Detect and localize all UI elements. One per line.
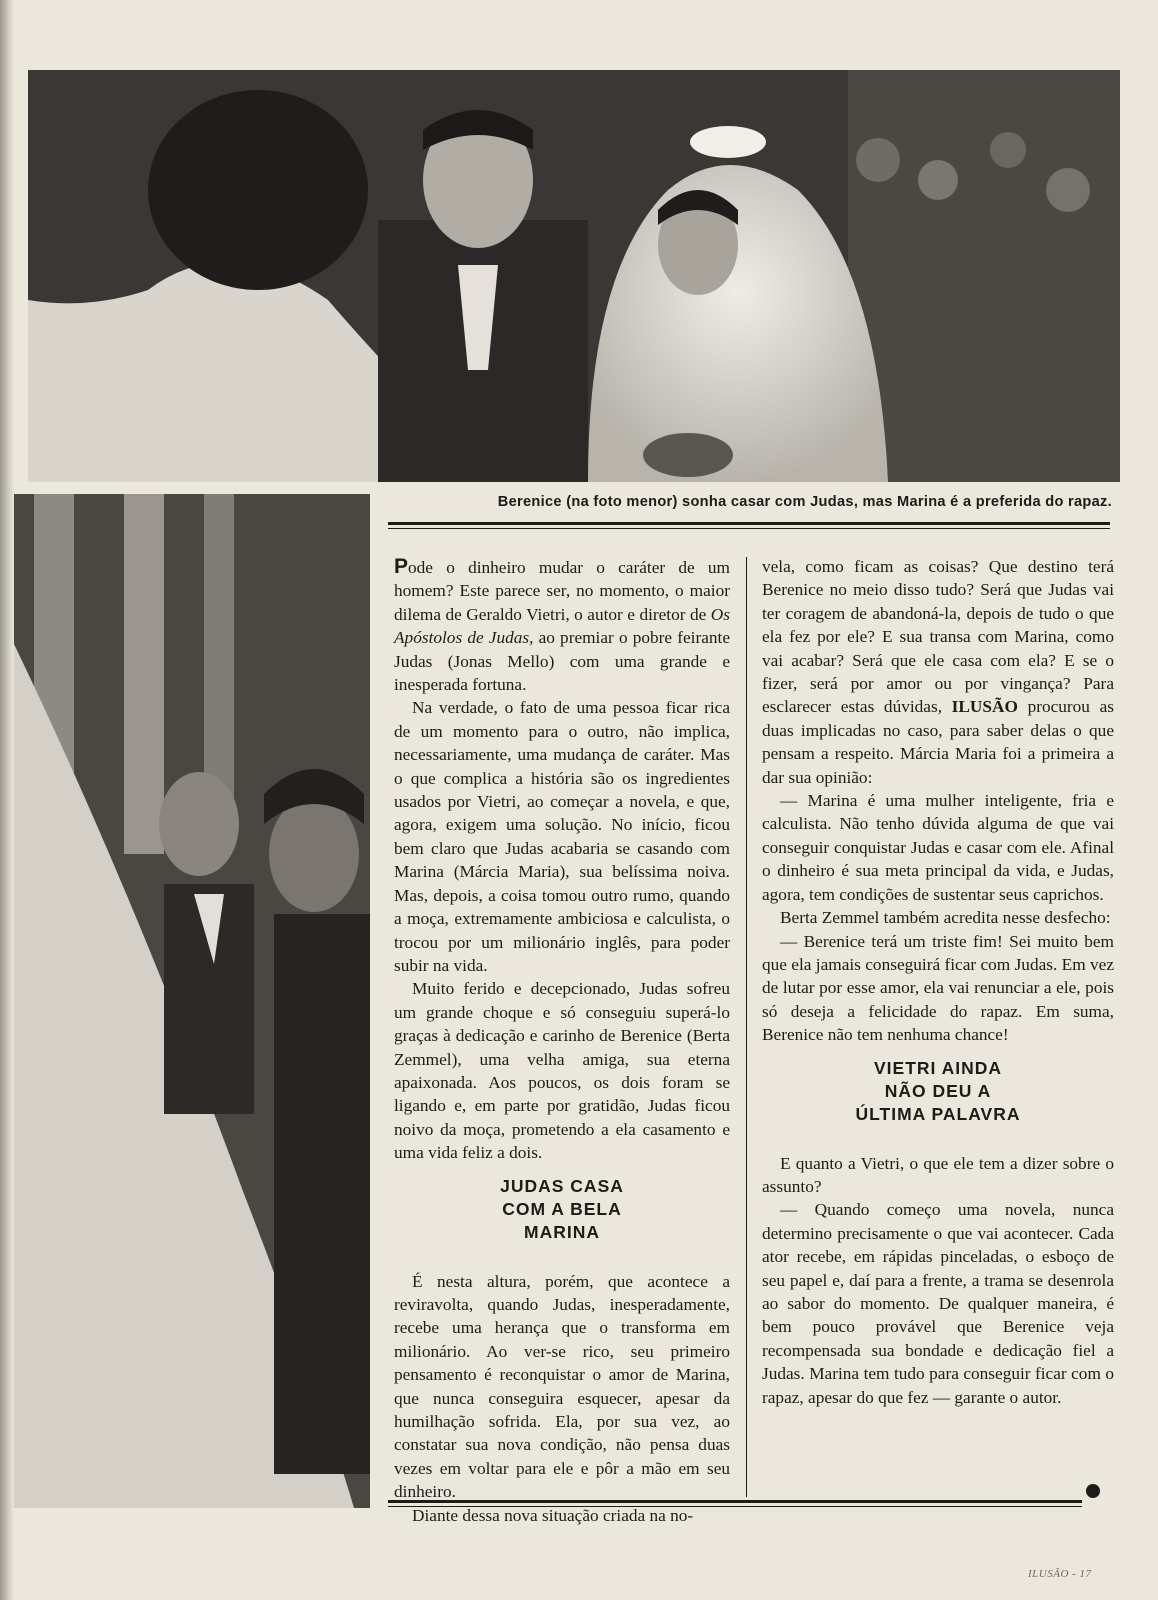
bride-groom-photo-illustration: [14, 494, 370, 1508]
subheading-line: VIETRI AINDA: [873, 1057, 1003, 1078]
column-divider: [746, 557, 747, 1497]
paragraph-text: ao premiar o pobre feirante Judas (Jonas Mello) com uma grande e inesperada fortuna.: [394, 628, 730, 695]
subheading: [394, 1175, 730, 1244]
bottom-rule: [388, 1500, 1082, 1507]
paragraph: E quanto a Vietri, o que ele tem a dizer sobre o assunto?: [762, 1153, 1114, 1196]
paragraph: — Marina é uma mulher inteligente, fria e calculista. Não tenho dúvida alguma de que vai conseguir conquistar Judas e casar com ele. Afinal o dinheiro é sua meta principal da vida, e Judas, agora, tem condições de sustentar seus caprichos.: [762, 791, 1114, 904]
paragraph: [394, 555, 730, 696]
end-mark-icon: [1086, 1484, 1100, 1498]
photo-caption: Berenice (na foto menor) sonha casar com Judas, mas Marina é a preferida do rapaz.: [497, 494, 1112, 510]
paragraph: Diante dessa nova situação criada na no-: [412, 1505, 694, 1525]
subheading-line: ÚLTIMA PALAVRA: [855, 1103, 1021, 1124]
article-column-1: [394, 555, 730, 1527]
page-folio: ILUSÃO - 17: [1028, 1568, 1092, 1580]
subheading-line: JUDAS CASA: [500, 1175, 624, 1196]
paragraph: É nesta altura, porém, que acontece a reviravolta, quando Judas, inesperadamente, recebe uma herança que o transforma em milionário. Ao ver-se rico, seu primeiro pensamento é reconquistar o amor de Marina, que nunca conseguira esquecer, apesar da humilhação sofrida. Ela, por sua vez, ao constatar sua nova condição, não pensa duas vezes em voltar para ele e pôr a mão em seu dinheiro.: [394, 1271, 730, 1502]
caption-rule: [388, 522, 1110, 529]
wedding-photo: [28, 70, 1120, 482]
paragraph-text: procurou as duas implicadas no caso, para saber delas o que pensam a respeito. Márcia Maria foi a primeira a dar sua opinião:: [762, 697, 1114, 787]
dropcap: P: [394, 555, 409, 578]
paragraph: [762, 555, 1114, 789]
page-binding-shadow: [0, 0, 14, 1600]
subheading-line: NÃO DEU A: [884, 1080, 992, 1101]
magazine-name: ILUSÃO: [951, 697, 1018, 717]
paragraph-text: ode o dinheiro mudar o caráter de um homem? Este parece ser, no momento, o maior dilema de Geraldo Vietri, o autor e diretor de: [394, 558, 730, 624]
article-column-2: [762, 555, 1114, 1409]
subheading-line: MARINA: [524, 1221, 600, 1242]
bride-groom-photo: [14, 494, 370, 1508]
subheading-line: COM A BELA: [502, 1198, 622, 1219]
paragraph: — Quando começo uma novela, nunca determino precisamente o que vai acontecer. Cada ator recebe, em rápidas pinceladas, o esboço de seu papel e, daí para a frente, a trama se desenrola ao sabor do momento. De qualquer maneira, é bem pouco provável que Berenice veja recompensada sua bondade e dedicação fiel a Judas. Marina tem tudo para conseguir ficar com o rapaz, apesar do que fez — garante o autor.: [762, 1200, 1114, 1407]
paragraph-text: vela, como ficam as coisas? Que destino terá Berenice no meio disso tudo? Será que Judas vai ter coragem de abandoná-la, depois de tudo o que ela fez por ele? E sua transa com Marina, como vai acabar? Será que ele casa com ela? E se o fizer, será por amor ou por vingança? Para esclarecer estas dúvidas,: [762, 557, 1114, 717]
novela-title: Os Apóstolos de Judas,: [394, 604, 730, 648]
paragraph: Muito ferido e decepcionado, Judas sofreu um grande choque e só conseguiu superá-lo graças à dedicação e carinho de Berenice (Berta Zemmel), uma velha amiga, sua eterna apaixonada. Aos poucos, os dois foram se ligando e, em parte por gratidão, Judas ficou noivo da moça, prometendo a ela casamento e uma vida feliz a dois.: [394, 979, 730, 1163]
paragraph: — Berenice terá um triste fim! Sei muito bem que ela jamais conseguirá ficar com Judas. Em vez de lutar por esse amor, ela vai renunciar a ele, pois só deseja a felicidade do rapaz. Em suma, Berenice não tem nenhuma chance!: [762, 931, 1114, 1045]
wedding-photo-illustration: [28, 70, 1120, 482]
paragraph: Berta Zemmel também acredita nesse desfecho:: [780, 908, 1111, 928]
paragraph: Na verdade, o fato de uma pessoa ficar rica de um momento para o outro, não implica, necessariamente, uma mudança de caráter. Mas o que complica a história são os ingredientes usados por Vietri, ao começar a novela, e que, agora, exigem uma solução. No início, ficou bem claro que Judas acabaria se casando com Marina (Márcia Maria), sua belíssima noiva. Mas, depois, a coisa tomou outro rumo, quando a moça, extremamente ambiciosa e calculista, o trocou por um milionário inglês, para poder subir na vida.: [394, 698, 730, 975]
subheading: [762, 1057, 1114, 1126]
